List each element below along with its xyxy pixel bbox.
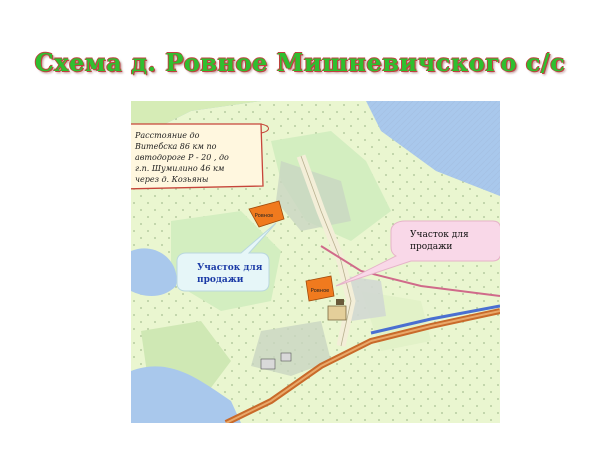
plot-b-label: Ровное: [310, 288, 330, 294]
distance-line-2: Витебска 86 км по: [135, 142, 217, 151]
map-area: [131, 101, 500, 423]
map-title: Схема д. Ровное Мишневичского с/с: [34, 48, 566, 77]
callout-right-line-2: продажи: [410, 242, 453, 252]
distance-line-5: через д. Козьяны: [135, 175, 209, 184]
building: [281, 353, 291, 361]
distance-note: [131, 124, 268, 189]
callout-left-line-2: продажи: [197, 275, 244, 285]
callout-right-line-1: Участок для: [410, 230, 469, 240]
distance-line-4: г.п. Шумилино 46 км: [135, 164, 225, 173]
plot-a-label: Ровное: [254, 213, 274, 219]
distance-line-3: автодороге Р - 20 , до: [135, 153, 229, 162]
building: [328, 306, 346, 320]
building: [261, 359, 275, 369]
building: [336, 299, 344, 305]
distance-line-1: Расстояние до: [135, 131, 200, 140]
callout-left-line-1: Участок для: [197, 263, 263, 273]
